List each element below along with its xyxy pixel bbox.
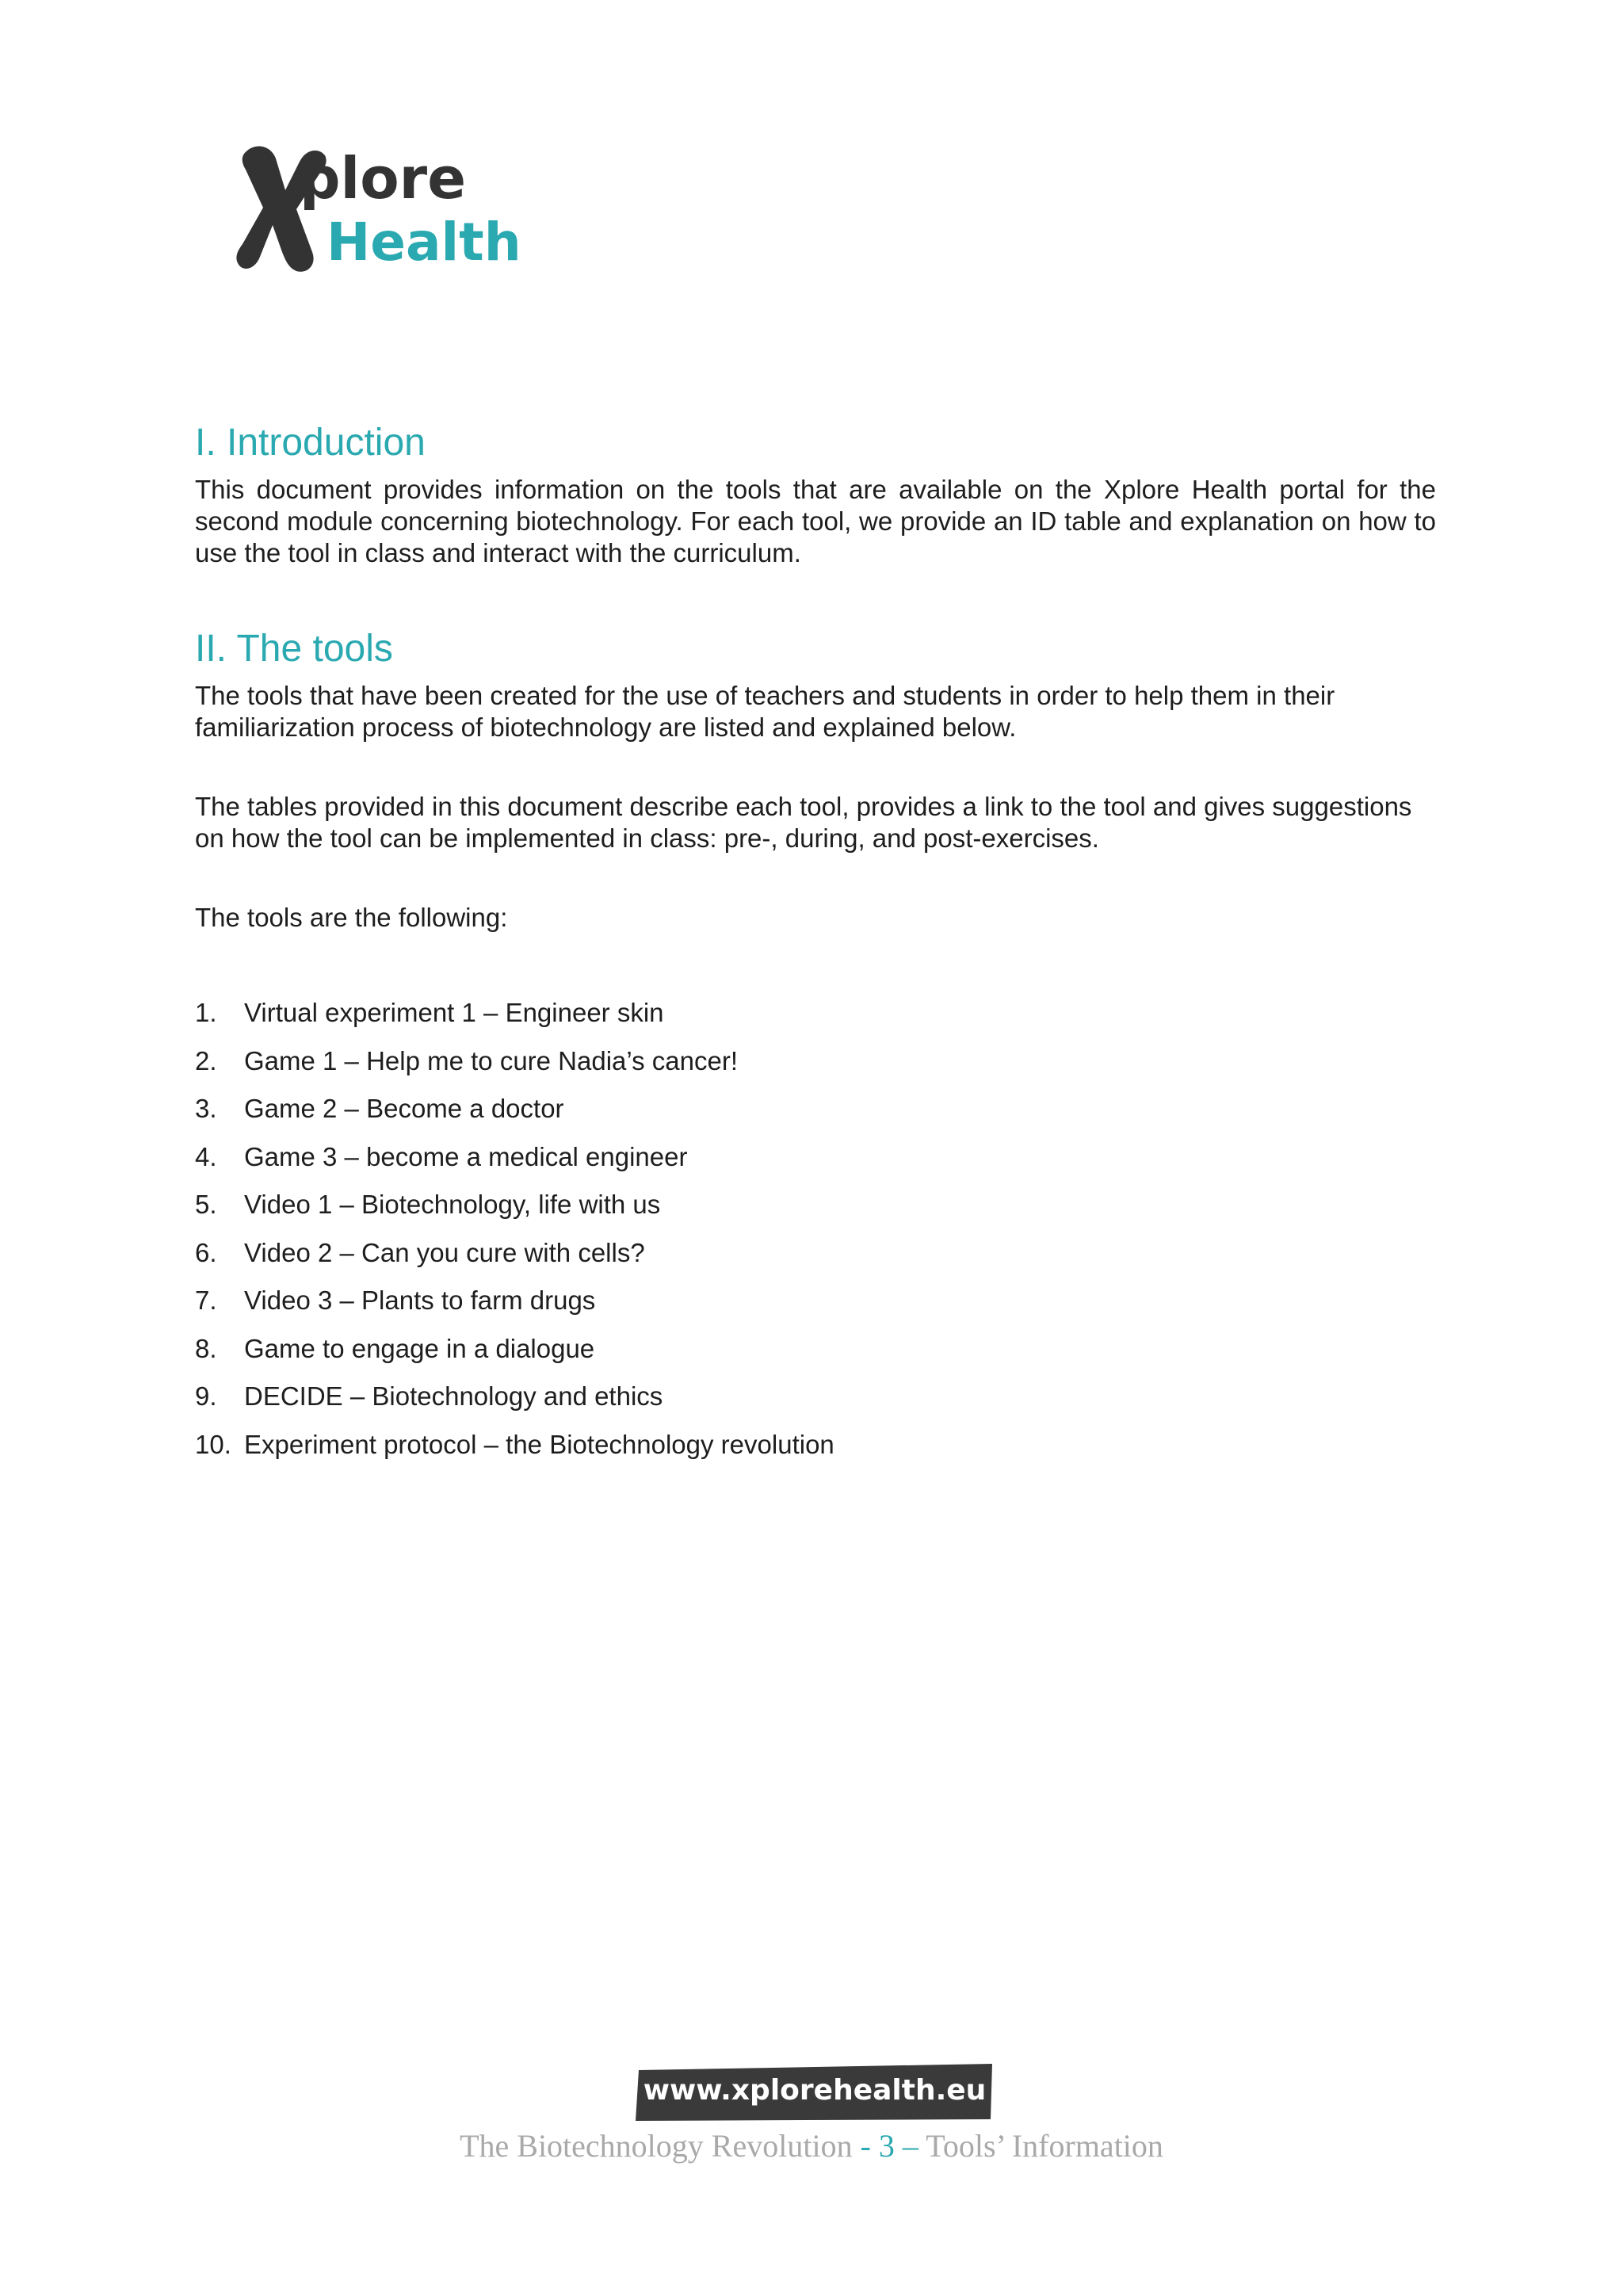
xplore-health-logo	[233, 141, 526, 276]
tools-list	[195, 997, 1436, 1461]
footer-title: The Biotechnology Revolution	[460, 2128, 853, 2164]
logo-word-health: Health	[327, 212, 521, 273]
list-item: 7. Video 3 – Plants to farm drugs	[195, 1286, 596, 1315]
tools-paragraph-2: The tables provided in this document describe each tool, provides a link to the tool and gives suggestions on how the tool can be implemented in class: pre-, during, and post-exercises.	[195, 792, 1412, 853]
tools-paragraph-1: The tools that have been created for the use of teachers and students in order to help them in their familiarization process of biotechnology are listed and explained below.	[195, 681, 1335, 742]
list-item: 10. Experiment protocol – the Biotechnology revolution	[195, 1429, 834, 1459]
list-item: 1. Virtual experiment 1 – Engineer skin	[195, 998, 664, 1027]
list-item: 4. Game 3 – become a medical engineer	[195, 1141, 688, 1171]
introduction-paragraph: This document provides information on the tools that are available on the Xplore Health portal for the second module concerning biotechnology. For each tool, we provide an ID table and explanation on how to use the tool in class and interact with the curriculum.	[195, 475, 1436, 567]
list-item: 8. Game to engage in a dialogue	[195, 1333, 595, 1363]
footer-separator: -	[852, 2128, 879, 2164]
website-url[interactable]: www.xplorehealth.eu	[643, 2074, 987, 2107]
page-footer	[0, 2127, 1623, 2164]
list-item: 5. Video 1 – Biotechnology, life with us	[195, 1190, 661, 1219]
logo-word-plore: plore	[300, 145, 467, 212]
footer-subtitle: Tools’ Information	[926, 2128, 1163, 2164]
tools-paragraph-3: The tools are the following:	[195, 903, 508, 932]
tools-heading: II. The tools	[195, 628, 393, 670]
footer-separator: –	[894, 2128, 926, 2164]
list-item: 2. Game 1 – Help me to cure Nadia’s cancer!	[195, 1045, 739, 1075]
introduction-heading: I. Introduction	[195, 422, 426, 464]
list-item: 9. DECIDE – Biotechnology and ethics	[195, 1381, 663, 1411]
main-content	[195, 420, 1436, 1477]
page-number: 3	[878, 2128, 895, 2164]
list-item: 6. Video 2 – Can you cure with cells?	[195, 1237, 645, 1267]
website-badge[interactable]	[636, 2064, 994, 2121]
list-item: 3. Game 2 – Become a doctor	[195, 1094, 564, 1123]
